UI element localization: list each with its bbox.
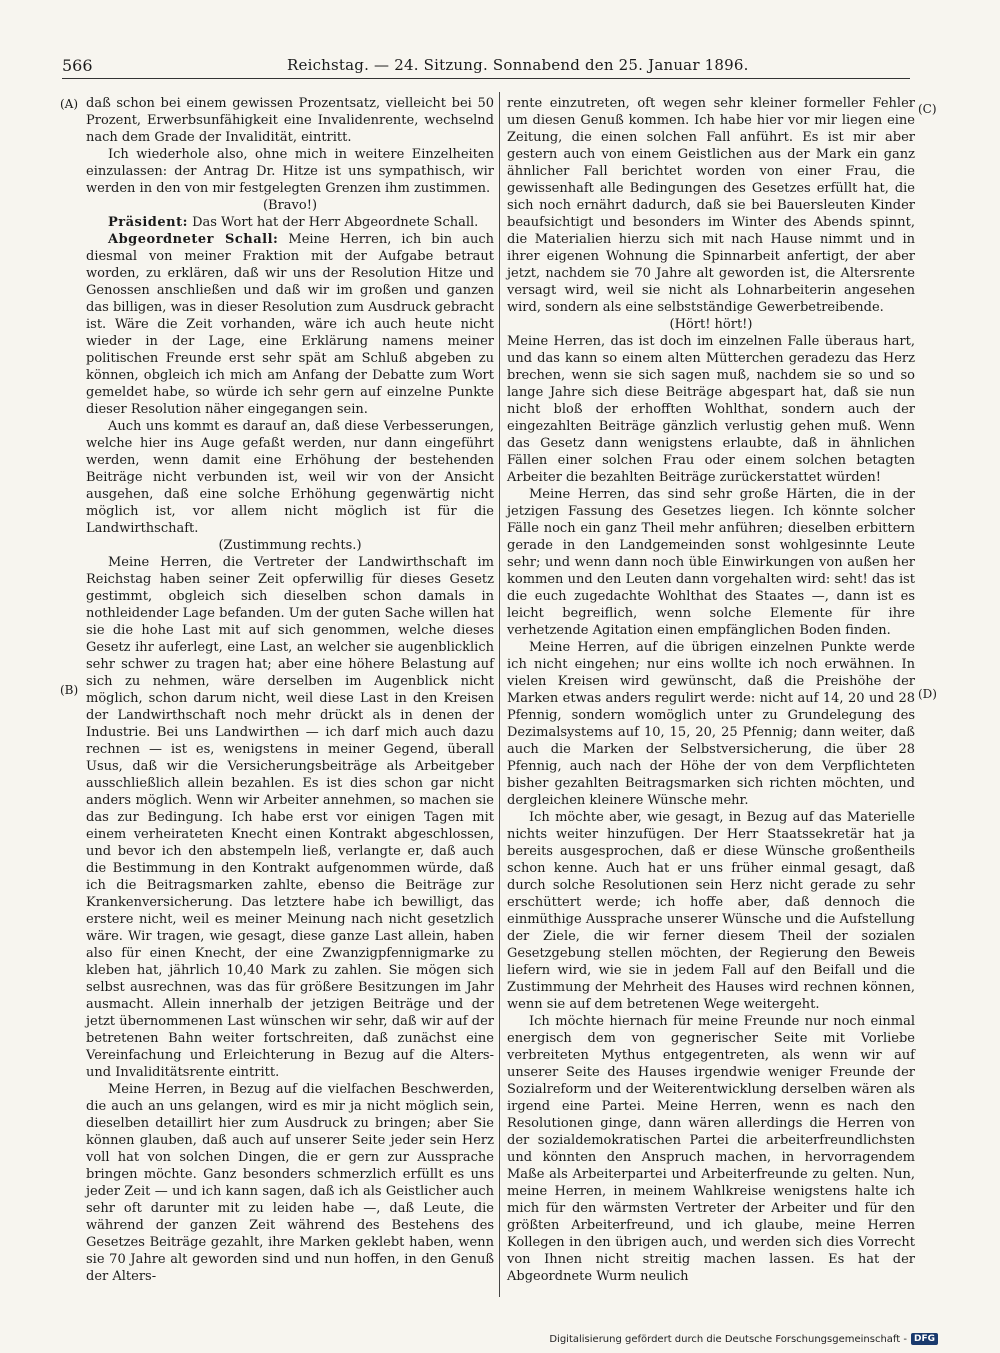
- paragraph: rente einzutreten, oft wegen sehr kleiner formeller Fehler um diesen Genuß kommen. Ich habe hier vor mir liegen eine Zeitung, die einen solchen Fall anführt. Es ist mir aber gestern auch von einem Geistlichen aus der Mark ein ganz ähnlicher Fall berichtet worden von einer Frau, die gewissenhaft alle Bedingungen des Gesetzes erfüllt hat, die sich noch ernährt dadurch, daß sie bei Bauersleuten Kinder beaufsichtigt und besonders im Winter des Abends spinnt, die Materialien hierzu sich mit nach Hause nimmt und in ihrer eigenen Wohnung die Spinnarbeit anfertigt, der aber jetzt, nachdem sie 70 Jahre alt geworden ist, die Altersrente versagt wird, weil sie nicht als Lohnarbeiterin angesehen wird, sondern als eine selbstständige Gewerbetreibende.: [507, 96, 915, 315]
- page-header: [62, 56, 904, 78]
- dfg-logo: DFG: [911, 1333, 938, 1345]
- paragraph: Meine Herren, die Vertreter der Landwirthschaft im Reichstag haben seiner Zeit opferwillig für dieses Gesetz gestimmt, obgleich sich dieselben schon damals in nothleidender Lage befanden. Um der guten Sache willen hat sie die hohe Last mit auf sich genommen, welche dieses Gesetz ihr auferlegt, eine Last, an welcher sie augenblicklich sehr schwer zu tragen hat; aber eine höhere Belastung auf sich zu nehmen, wäre derselben im Augenblick nicht möglich, schon darum nicht, weil diese Last in den Kreisen der Landwirthschaft noch mehr drückt als in denen der Industrie. Bei uns Landwirthen — ich darf mich auch dazu rechnen — ist es, wenigstens in meiner Gegend, überall Usus, daß wir die Versicherungsbeiträge als Arbeitgeber ausschließlich allein bezahlen. Es ist dies schon gar nicht anders möglich. Wenn wir Arbeiter annehmen, so machen sie das zur Bedingung. Ich habe erst vor einigen Tagen mit einem verheirateten Knecht einen Kontrakt abgeschlossen, und bevor ich den abstempeln ließ, verlangte er, daß auch die Bestimmung in den Kontrakt aufgenommen würde, daß ich die Beitragsmarken zahlte, ebenso die Beiträge zur Krankenversicherung. Das letztere habe ich bewilligt, das erstere nicht, weil es meiner Meinung nach nicht gesetzlich wäre. Wir tragen, wie gesagt, diese ganze Last allein, haben also für einen Knecht, der eine Zwanzigpfennigmarke zu kleben hat, jährlich 10,40 Mark zu zahlen. Sie mögen sich selbst ausrechnen, was das für größere Besitzungen im Jahr ausmacht. Allein innerhalb der jetzigen Beiträge und der jetzt übernommenen Last wünschen wir sehr, daß wir auf der betretenen Bahn weiter fortschreiten, daß zunächst eine Vereinfachung und Erleichterung in Bezug auf die Alters- und Invaliditätsrente eintritt.: [86, 555, 494, 1080]
- running-head: Reichstag. — 24. Sitzung. Sonnabend den 25. Januar 1896.: [287, 56, 749, 74]
- paragraph: Ich möchte hiernach für meine Freunde nur noch einmal energisch dem von gegnerischer Seite mit Vorliebe verbreiteten Mythus entgegentreten, als wenn wir auf unserer Seite des Hauses irgendwie weniger Freunde der Sozialreform und der Weiterentwicklung derselben wären als irgend eine Partei. Meine Herren, wenn es nach den Resolutionen ginge, dann wären allerdings die Herren von der sozialdemokratischen Partei die arbeiterfreundlichsten und könnten den Anspruch machen, in hervorragendem Maße als Arbeiterpartei und Arbeiterfreunde zu gelten. Nun, meine Herren, in meinem Wahlkreise wenigstens halte ich mich für den wärmsten Vertreter der Arbeiter und für den größten Arbeiterfreund, und ich glaube, meine Herren Kollegen in den übrigen auch, und werden sich dies Vorrecht von Ihnen nicht streitig machen lassen. Es hat der Abgeordnete Wurm neulich: [507, 1014, 915, 1284]
- margin-marker-b: (B): [60, 683, 79, 697]
- speaker-paragraph: [86, 231, 494, 418]
- margin-marker-c: (C): [918, 102, 937, 116]
- paragraph: Meine Herren, das sind sehr große Härten, die in der jetzigen Fassung des Gesetzes liegen. Ich könnte solcher Fälle noch ein ganz Theil mehr anführen; dieselben erbittern gerade in den Landgemeinden sonst wohlgesinnte Leute sehr; und wenn dann noch üble Einwirkungen von außen her kommen und den Leuten dann vorgehalten wird: seht! das ist die euch zugedachte Wohlthat des Staates —, dann ist es leicht begreiflich, wenn solche Elemente für ihre verhetzende Agitation einen empfänglichen Boden finden.: [507, 487, 915, 638]
- paragraph: Meine Herren, auf die übrigen einzelnen Punkte werde ich nicht eingehen; nur eins wollte ich noch erwähnen. In vielen Kreisen wird gewünscht, daß die Preishöhe der Marken etwas anders regulirt werde: nicht auf 14, 20 und 28 Pfennig, sondern womöglich unter zu Grundelegung des Dezimalsystems auf 10, 15, 20, 25 Pfennig; dann weiter, daß auch die Marken der Selbstversicherung, die über 28 Pfennig, auch nach der Höhe der von dem Verpflichteten bisher gezahlten Beitragsmarken sich richten möchten, und dergleichen kleinere Wünsche mehr.: [507, 640, 915, 808]
- speaker-text: Meine Herren, ich bin auch diesmal von meiner Fraktion mit der Aufgabe betraut worden, zu erklären, daß wir uns der Resolution Hitze und Genossen anschließen und daß wir im großen und ganzen das billigen, was in dieser Resolution zum Ausdruck gebracht ist. Wäre die Zeit vorhanden, wäre ich auch heute nicht wieder in der Lage, eine Erklärung namens meiner politischen Freunde erst sehr spät am Schluß abgeben zu können, obgleich ich mich am Anfang der Debatte zum Wort gemeldet habe, so würde ich sehr gern auf einzelne Punkte dieser Resolution näher eingegangen sein.: [86, 232, 494, 417]
- speaker-name: Abgeordneter Schall:: [108, 232, 279, 247]
- page-number: 566: [62, 56, 93, 75]
- paragraph: daß schon bei einem gewissen Prozentsatz, vielleicht bei 50 Prozent, Erwerbsunfähigkeit eine Invalidenrente, wechselnd nach dem Grade der Invalidität, eintritt.: [86, 96, 494, 145]
- header-rule: [62, 78, 910, 79]
- interjection: (Bravo!): [262, 198, 318, 213]
- left-column: [86, 95, 494, 1285]
- interjection: (Hört! hört!): [669, 317, 753, 332]
- footer-credit: [549, 1333, 938, 1345]
- margin-marker-d: (D): [918, 687, 937, 701]
- speaker-text: Das Wort hat der Herr Abgeordnete Schall.: [192, 215, 479, 230]
- margin-marker-a: (A): [60, 97, 79, 111]
- speaker-paragraph: [86, 214, 494, 231]
- footer-credit-text: Digitalisierung gefördert durch die Deutsche Forschungsgemeinschaft -: [549, 1333, 907, 1345]
- column-divider: [499, 92, 500, 1297]
- paragraph: Meine Herren, in Bezug auf die vielfachen Beschwerden, die auch an uns gelangen, wird es mir ja nicht möglich sein, dieselben detaillirt hier zum Ausdruck zu bringen; aber Sie können glauben, daß auch auf unserer Seite jeder sein Herz voll hat von solchen Dingen, die er gern zur Aussprache bringen möchte. Ganz besonders schmerzlich erfüllt es uns jeder Zeit — und ich kann sagen, daß ich als Geistlicher auch sehr oft darunter mit zu leiden habe —, daß Leute, die während der ganzen Zeit während des Bestehens des Gesetzes Beiträge gezahlt, ihre Marken geklebt haben, wenn sie 70 Jahre alt geworden sind und nun hoffen, in den Genuß der Alters-: [86, 1082, 494, 1284]
- paragraph: Ich wiederhole also, ohne mich in weitere Einzelheiten einzulassen: der Antrag Dr. Hitze ist uns sympathisch, wir werden in den von mir festgelegten Grenzen ihm zustimmen.: [86, 147, 494, 196]
- paragraph: Auch uns kommt es darauf an, daß diese Verbesserungen, welche hier ins Auge gefaßt werden, nur dann eingeführt werden, wenn damit eine Erhöhung der bestehenden Beiträge nicht verbunden ist, weil wir von der Ansicht ausgehen, daß eine solche Erhöhung gegenwärtig nicht möglich ist, vor allem nicht möglich ist für die Landwirthschaft.: [86, 419, 494, 536]
- interjection: (Zustimmung rechts.): [218, 538, 362, 553]
- paragraph: Meine Herren, das ist doch im einzelnen Falle überaus hart, und das kann so einem alten Mütterchen geradezu das Herz brechen, wenn sie sich sagen muß, nachdem sie so und so lange Jahre sich diese Beiträge abgespart hat, daß sie nun nicht bloß der erhofften Wohlthat, sondern auch der eingezahlten Beiträge gänzlich verlustig gehen muß. Wenn das Gesetz dann wenigstens erlaubte, daß in ähnlichen Fällen einer solchen Frau oder einem solchen betagten Arbeiter die bezahlten Beiträge zurückerstattet würden!: [507, 334, 915, 485]
- right-column: [507, 95, 915, 1285]
- paragraph: Ich möchte aber, wie gesagt, in Bezug auf das Materielle nichts weiter hinzufügen. Der Herr Staatssekretär hat ja bereits ausgesprochen, daß er diese Wünsche großentheils schon kenne. Auch hat er uns früher einmal gesagt, daß durch solche Resolutionen sein Herz nicht gerade zu sehr erschüttert werde; ich hoffe aber, daß dennoch die einmüthige Aussprache unserer Wünsche und die Aufstellung der Ziele, die wir ferner diesem Theil der sozialen Gesetzgebung stellen möchten, der Regierung den Beweis liefern wird, wie sie in jedem Fall auf den Beifall und die Zustimmung der Mehrheit des Hauses wird rechnen können, wenn sie auf dem betretenen Wege weitergeht.: [507, 810, 915, 1012]
- speaker-name: Präsident:: [108, 215, 188, 230]
